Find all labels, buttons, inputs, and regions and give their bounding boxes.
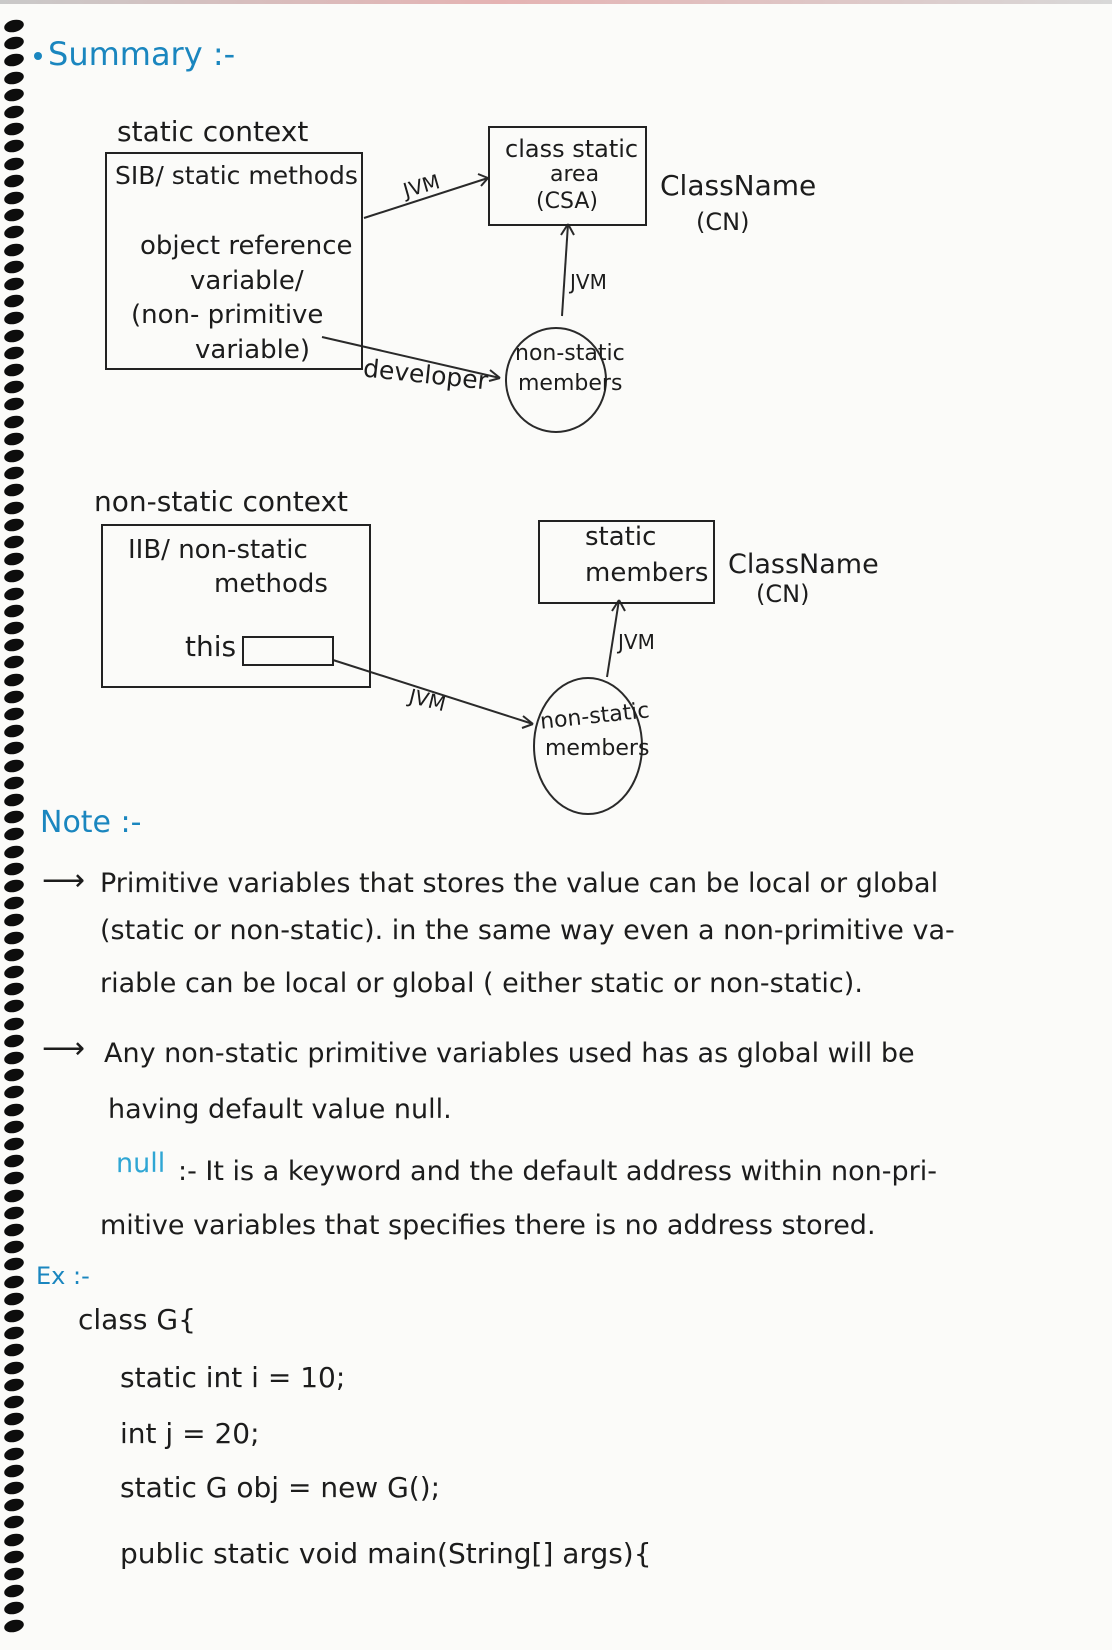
spiral-hole bbox=[3, 689, 25, 705]
spiral-hole bbox=[3, 947, 25, 963]
classname-label-1: ClassName bbox=[660, 169, 817, 202]
code-line-4: static G obj = new G(); bbox=[120, 1471, 441, 1504]
spiral-hole bbox=[3, 1119, 25, 1135]
null-keyword-label: null bbox=[116, 1148, 166, 1179]
spiral-hole bbox=[3, 1222, 25, 1238]
spiral-hole bbox=[3, 603, 25, 619]
code-line-5: public static void main(String[] args){ bbox=[120, 1537, 652, 1570]
spiral-hole bbox=[3, 1583, 25, 1599]
spiral-hole bbox=[3, 1050, 25, 1066]
spiral-hole bbox=[3, 1531, 25, 1547]
static-box-line-1: object reference bbox=[140, 231, 353, 261]
page-title: Summary :- bbox=[48, 35, 236, 73]
static-box-line-3: (non- primitive bbox=[131, 300, 324, 330]
spiral-hole bbox=[3, 1273, 25, 1289]
spiral-hole bbox=[3, 1101, 25, 1117]
spiral-hole bbox=[3, 1617, 25, 1633]
spiral-hole bbox=[3, 620, 25, 636]
spiral-hole bbox=[3, 1342, 25, 1358]
static-box-title: SIB/ static methods bbox=[115, 161, 358, 190]
spiral-hole bbox=[3, 1359, 25, 1375]
example-label: Ex :- bbox=[36, 1262, 90, 1290]
spiral-hole bbox=[3, 1377, 25, 1393]
spiral-hole bbox=[3, 345, 25, 361]
spiral-hole bbox=[3, 327, 25, 343]
note-heading: Note :- bbox=[40, 805, 142, 840]
spiral-hole bbox=[3, 1463, 25, 1479]
code-line-1: class G{ bbox=[78, 1303, 196, 1336]
spiral-hole bbox=[3, 1600, 25, 1616]
spiral-hole bbox=[3, 276, 25, 292]
spiral-hole bbox=[3, 87, 25, 103]
cn-label-2: (CN) bbox=[756, 580, 810, 608]
spiral-hole bbox=[3, 173, 25, 189]
spiral-hole bbox=[3, 396, 25, 412]
spiral-hole bbox=[3, 104, 25, 120]
spiral-hole bbox=[3, 1445, 25, 1461]
spiral-hole bbox=[3, 448, 25, 464]
spiral-hole bbox=[3, 413, 25, 429]
note-line-2: (static or non-static). in the same way even a non-primitive va- bbox=[100, 915, 955, 946]
spiral-hole bbox=[3, 1187, 25, 1203]
note-line-5: having default value null. bbox=[108, 1094, 452, 1125]
spiral-hole bbox=[3, 1205, 25, 1221]
spiral-hole bbox=[3, 878, 25, 894]
code-line-3: int j = 20; bbox=[120, 1417, 260, 1450]
spiral-hole bbox=[3, 1480, 25, 1496]
spiral-hole bbox=[3, 241, 25, 257]
spiral-hole bbox=[3, 757, 25, 773]
spiral-hole bbox=[3, 1067, 25, 1083]
csa-line-1: class static bbox=[505, 135, 639, 163]
spiral-hole bbox=[3, 465, 25, 481]
spiral-hole bbox=[3, 723, 25, 739]
null-line-1: :- It is a keyword and the default address within non-pri- bbox=[178, 1156, 938, 1187]
spiral-hole bbox=[3, 637, 25, 653]
spiral-hole bbox=[3, 1153, 25, 1169]
jvm-label-2-mid: JVM bbox=[618, 630, 655, 654]
spiral-hole bbox=[3, 155, 25, 171]
cn-label-1: (CN) bbox=[696, 208, 750, 236]
spiral-hole bbox=[3, 1566, 25, 1582]
spiral-hole bbox=[3, 362, 25, 378]
jvm-label-top: JVM bbox=[400, 169, 443, 203]
code-line-2: static int i = 10; bbox=[120, 1361, 346, 1394]
nonstatic-box-title-1: IIB/ non-static bbox=[128, 535, 308, 565]
spiral-hole bbox=[3, 431, 25, 447]
spiral-hole bbox=[3, 1033, 25, 1049]
spiral-hole bbox=[3, 551, 25, 567]
spiral-hole bbox=[3, 1256, 25, 1272]
this-label: this bbox=[185, 630, 237, 663]
spiral-hole bbox=[3, 1291, 25, 1307]
circle-2-line-1: non-static bbox=[538, 698, 651, 735]
spiral-hole bbox=[3, 207, 25, 223]
spiral-hole bbox=[3, 1411, 25, 1427]
spiral-hole bbox=[3, 861, 25, 877]
spiral-hole bbox=[3, 482, 25, 498]
this-reference-slot bbox=[242, 636, 334, 666]
spiral-hole bbox=[3, 190, 25, 206]
spiral-hole bbox=[3, 259, 25, 275]
spiral-hole bbox=[3, 568, 25, 584]
spiral-hole bbox=[3, 138, 25, 154]
spiral-hole bbox=[3, 517, 25, 533]
spiral-hole bbox=[3, 929, 25, 945]
circle-1-line-1: non-static bbox=[515, 341, 625, 366]
spiral-hole bbox=[3, 121, 25, 137]
spiral-hole bbox=[3, 1084, 25, 1100]
circle-1-line-2: members bbox=[518, 371, 623, 396]
spiral-hole bbox=[3, 1308, 25, 1324]
spiral-hole bbox=[3, 775, 25, 791]
spiral-hole bbox=[3, 585, 25, 601]
note-arrow-2: ⟶ bbox=[42, 1031, 86, 1066]
csa-line-2: area bbox=[550, 162, 600, 187]
spiral-hole bbox=[3, 1170, 25, 1186]
spiral-hole bbox=[3, 69, 25, 85]
static-members-line-1: static bbox=[585, 522, 657, 552]
spiral-hole bbox=[3, 1394, 25, 1410]
nonstatic-context-heading: non-static context bbox=[94, 485, 349, 518]
classname-label-2: ClassName bbox=[728, 549, 879, 580]
spiral-hole bbox=[3, 964, 25, 980]
spiral-hole bbox=[3, 826, 25, 842]
spiral-hole bbox=[3, 18, 25, 34]
static-members-line-2: members bbox=[585, 558, 709, 588]
spiral-hole bbox=[3, 224, 25, 240]
page-top-edge bbox=[0, 0, 1112, 4]
spiral-hole bbox=[3, 895, 25, 911]
spiral-hole bbox=[3, 809, 25, 825]
spiral-hole bbox=[3, 534, 25, 550]
spiral-hole bbox=[3, 1015, 25, 1031]
spiral-hole bbox=[3, 499, 25, 515]
circle-2-line-2: members bbox=[545, 736, 650, 761]
static-context-heading: static context bbox=[117, 115, 309, 148]
spiral-hole bbox=[3, 293, 25, 309]
spiral-hole bbox=[3, 740, 25, 756]
jvm-label-mid: JVM bbox=[570, 270, 607, 294]
spiral-hole bbox=[3, 998, 25, 1014]
spiral-hole bbox=[3, 52, 25, 68]
developer-label: developer bbox=[361, 353, 490, 396]
null-line-2: mitive variables that specifies there is no address stored. bbox=[100, 1210, 876, 1241]
spiral-hole bbox=[3, 379, 25, 395]
spiral-hole bbox=[3, 912, 25, 928]
static-box-line-4: variable) bbox=[195, 335, 311, 365]
note-arrow-1: ⟶ bbox=[42, 863, 86, 898]
spiral-hole bbox=[3, 706, 25, 722]
spiral-hole bbox=[3, 1136, 25, 1152]
spiral-hole bbox=[3, 1497, 25, 1513]
spiral-hole bbox=[3, 1239, 25, 1255]
spiral-hole bbox=[3, 1514, 25, 1530]
spiral-hole bbox=[3, 35, 25, 51]
static-box-line-2: variable/ bbox=[190, 266, 304, 296]
nonstatic-box-title-2: methods bbox=[214, 569, 328, 599]
note-line-4: Any non-static primitive variables used has as global will be bbox=[104, 1038, 915, 1069]
spiral-binding bbox=[0, 20, 30, 1640]
spiral-hole bbox=[3, 310, 25, 326]
csa-line-3: (CSA) bbox=[536, 189, 598, 214]
spiral-hole bbox=[3, 1325, 25, 1341]
jvm-label-2-low: JVM bbox=[406, 683, 449, 717]
spiral-hole bbox=[3, 1428, 25, 1444]
spiral-hole bbox=[3, 792, 25, 808]
spiral-hole bbox=[3, 981, 25, 997]
spiral-hole bbox=[3, 843, 25, 859]
arrow-circle-to-csa bbox=[562, 224, 568, 316]
title-bullet bbox=[34, 52, 42, 60]
spiral-hole bbox=[3, 671, 25, 687]
note-line-1: Primitive variables that stores the value can be local or global bbox=[100, 868, 939, 899]
spiral-hole bbox=[3, 1549, 25, 1565]
spiral-hole bbox=[3, 654, 25, 670]
note-line-3: riable can be local or global ( either static or non-static). bbox=[100, 968, 863, 999]
